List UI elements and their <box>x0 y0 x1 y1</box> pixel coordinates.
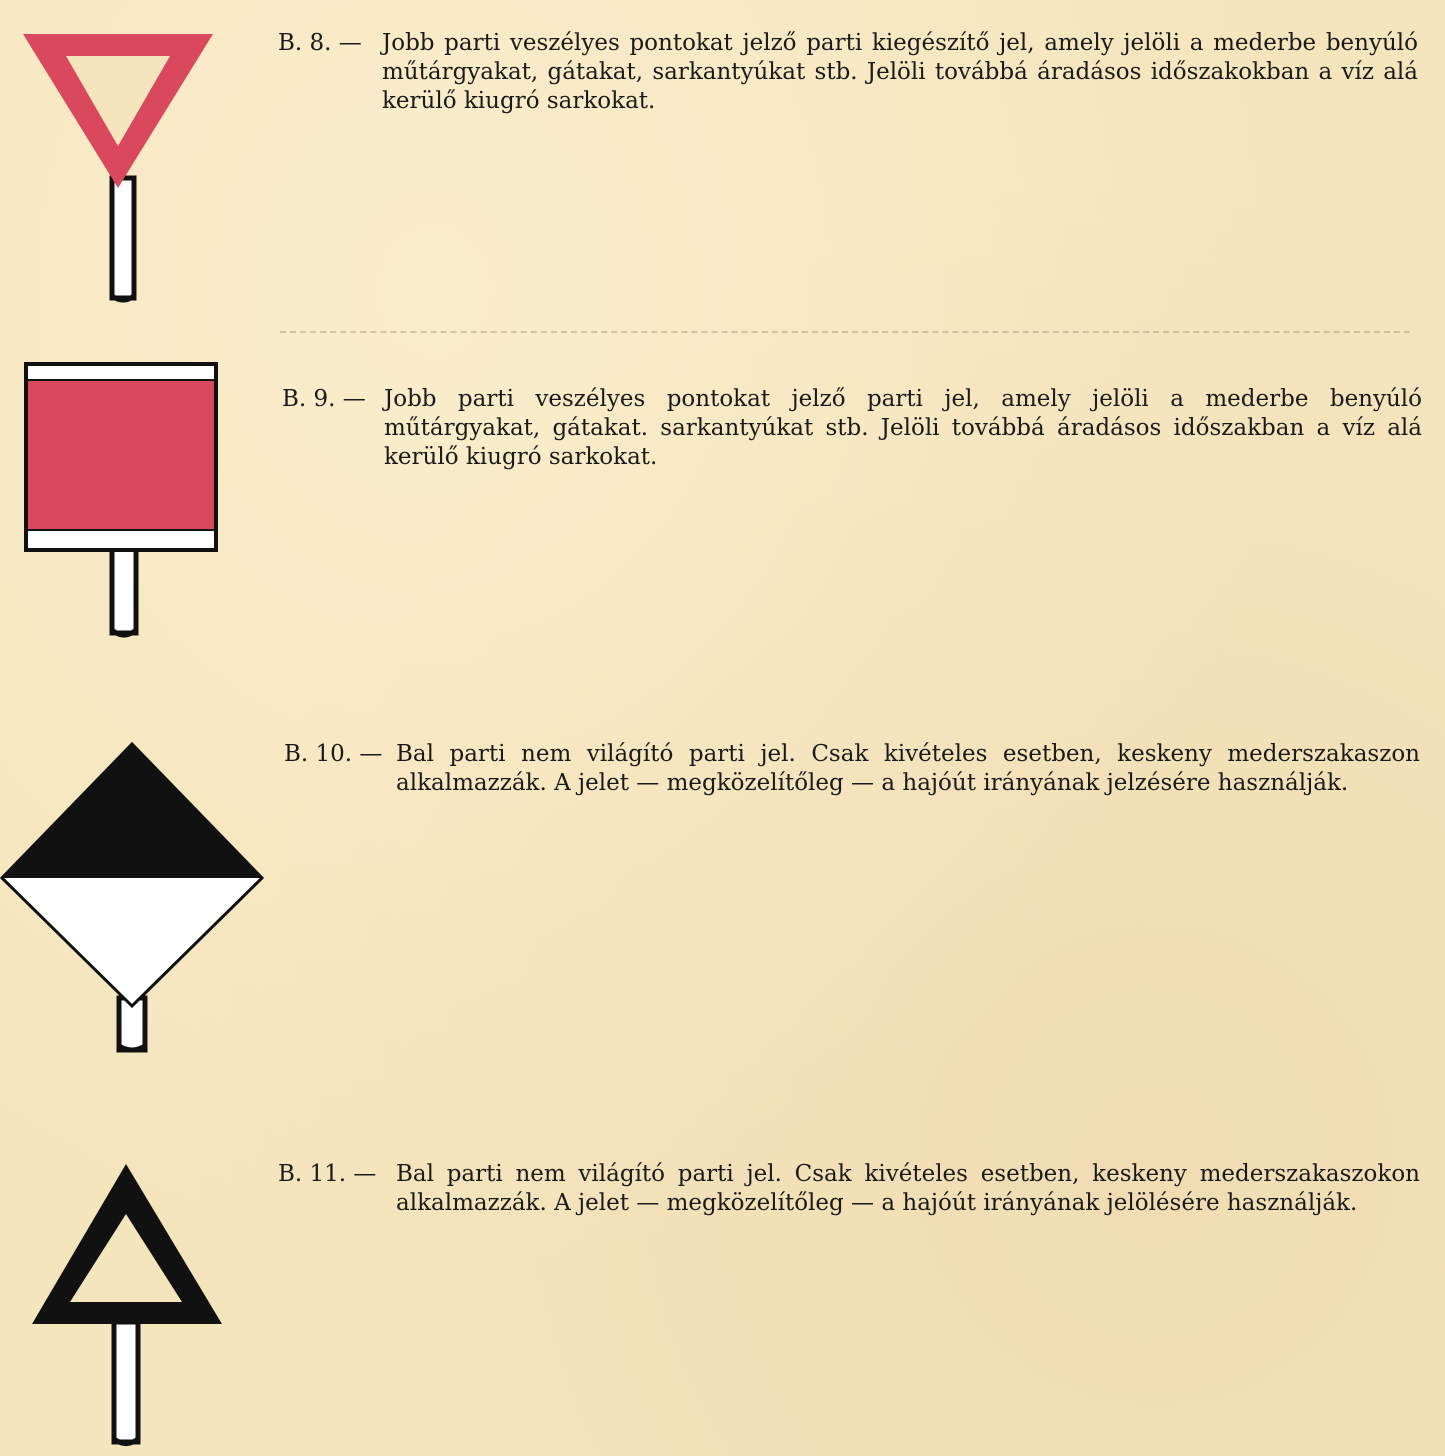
red-square-board-icon <box>22 360 222 642</box>
entry-code: B. 8. — <box>278 30 362 56</box>
black-white-diamond-icon <box>0 742 270 1056</box>
entry-text: Bal parti nem világító parti jel. Csak kivételes esetben, keskeny mederszakaszokon alkalmazzák. A jelet — megközelítőleg — a hajóút irányának jelölésére használják. <box>396 1161 1420 1216</box>
entry-code: B. 9. — <box>282 386 366 412</box>
entry-text: Jobb parti veszélyes pontokat jelző parti kiegészítő jel, amely jelöli a mederbe benyúló műtárgyakat, gátakat, sarkantyúkat stb. Jelöli továbbá áradásos időszakokban a víz alá kerülő kiugró sarkokat. <box>382 30 1418 114</box>
red-triangle-down-icon <box>18 28 218 306</box>
entry-text: Bal parti nem világító parti jel. Csak kivételes esetben, keskeny mederszakaszon alkalmazzák. A jelet — megközelítőleg — a hajóút irányának jelzésére használják. <box>396 741 1420 796</box>
entry-code: B. 11. — <box>278 1161 377 1187</box>
section-divider <box>280 331 1410 333</box>
black-triangle-up-icon <box>30 1162 226 1452</box>
entry-text: Jobb parti veszélyes pontokat jelző parti jel, amely jelöli a mederbe benyúló műtárgyakat, gátakat. sarkantyúkat stb. Jelöli továbbá áradásos időszakban a víz alá kerülő kiugró sarkokat. <box>384 386 1422 470</box>
entry-code: B. 10. — <box>284 741 383 767</box>
